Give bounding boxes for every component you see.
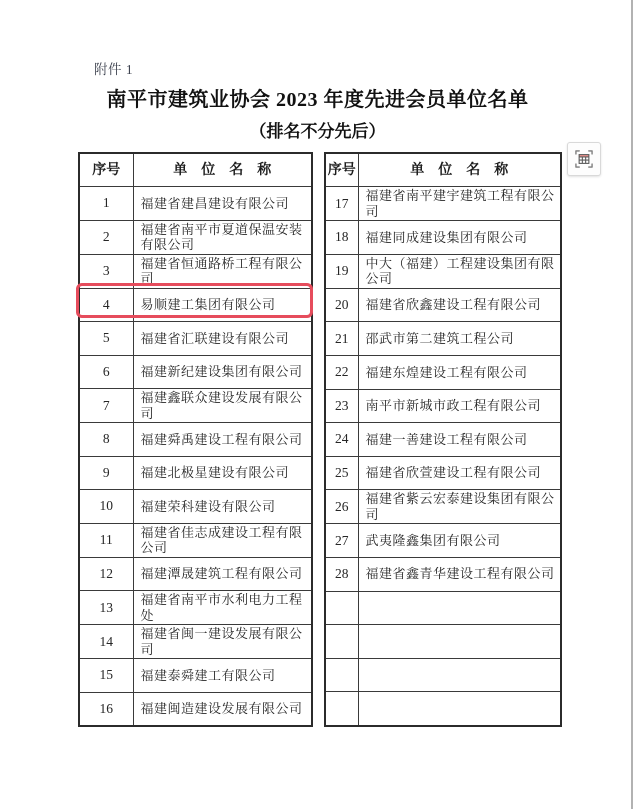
tables-container bbox=[78, 152, 562, 727]
company-name-cell: 易顺建工集团有限公司 bbox=[133, 288, 312, 322]
table-row bbox=[325, 288, 561, 322]
table-row bbox=[325, 524, 561, 558]
table-row bbox=[325, 557, 561, 591]
table-row bbox=[79, 322, 312, 356]
company-name-cell: 福建潭晟建筑工程有限公司 bbox=[133, 557, 312, 591]
row-index-cell: 20 bbox=[325, 288, 358, 322]
table-header-row bbox=[79, 153, 312, 187]
company-name-cell: 福建一善建设工程有限公司 bbox=[358, 423, 561, 457]
table-row bbox=[325, 389, 561, 423]
company-name-cell bbox=[358, 625, 561, 659]
company-name-cell: 福建同成建设集团有限公司 bbox=[358, 221, 561, 255]
company-name-cell: 福建省鑫青华建设工程有限公司 bbox=[358, 557, 561, 591]
table-row bbox=[79, 490, 312, 524]
row-index-cell: 16 bbox=[79, 692, 133, 726]
row-index-cell: 6 bbox=[79, 355, 133, 389]
row-index-cell: 11 bbox=[79, 523, 133, 557]
row-index-cell: 23 bbox=[325, 389, 358, 423]
row-index-cell: 19 bbox=[325, 254, 358, 288]
company-name-cell: 福建省闽一建设发展有限公司 bbox=[133, 625, 312, 659]
table-row-empty bbox=[325, 692, 561, 726]
row-index-cell: 8 bbox=[79, 423, 133, 457]
row-index-cell: 1 bbox=[79, 187, 133, 221]
table-row bbox=[79, 692, 312, 726]
table-row bbox=[325, 322, 561, 356]
company-name-cell: 福建省建昌建设有限公司 bbox=[133, 187, 312, 221]
table-capture-button[interactable] bbox=[567, 142, 601, 176]
row-index-cell bbox=[325, 692, 358, 726]
row-index-cell: 13 bbox=[79, 591, 133, 625]
table-row-empty bbox=[325, 625, 561, 659]
row-index-cell: 14 bbox=[79, 625, 133, 659]
row-index-cell: 21 bbox=[325, 322, 358, 356]
table-row bbox=[79, 187, 312, 221]
table-row-highlighted bbox=[79, 288, 312, 322]
table-header-row bbox=[325, 153, 561, 187]
right-edge-divider bbox=[631, 0, 633, 809]
company-name-cell bbox=[358, 692, 561, 726]
document-title: 南平市建筑业协会 2023 年度先进会员单位名单 bbox=[106, 89, 529, 111]
row-index-cell: 5 bbox=[79, 322, 133, 356]
company-name-cell: 福建省紫云宏泰建设集团有限公司 bbox=[358, 490, 561, 524]
row-index-cell: 3 bbox=[79, 254, 133, 288]
table-row bbox=[79, 625, 312, 659]
table-row bbox=[79, 456, 312, 490]
table-row bbox=[325, 423, 561, 457]
table-row bbox=[79, 423, 312, 457]
row-index-cell: 27 bbox=[325, 524, 358, 558]
column-header-index: 序号 bbox=[325, 153, 358, 187]
company-name-cell: 福建闽造建设发展有限公司 bbox=[133, 692, 312, 726]
row-index-cell bbox=[325, 625, 358, 659]
company-name-cell: 福建省欣鑫建设工程有限公司 bbox=[358, 288, 561, 322]
table-row bbox=[325, 221, 561, 255]
table-row bbox=[79, 355, 312, 389]
column-header-name: 单 位 名 称 bbox=[133, 153, 312, 187]
company-name-cell: 福建省南平市夏道保温安装有限公司 bbox=[133, 220, 312, 254]
company-name-cell bbox=[358, 658, 561, 692]
company-name-cell: 福建省汇联建设有限公司 bbox=[133, 322, 312, 356]
row-index-cell: 4 bbox=[79, 288, 133, 322]
table-row bbox=[79, 523, 312, 557]
company-name-cell: 福建泰舜建工有限公司 bbox=[133, 659, 312, 693]
row-index-cell: 9 bbox=[79, 456, 133, 490]
table-row bbox=[325, 187, 561, 221]
company-name-cell: 武夷隆鑫集团有限公司 bbox=[358, 524, 561, 558]
row-index-cell bbox=[325, 591, 358, 625]
table-row bbox=[79, 220, 312, 254]
row-index-cell: 7 bbox=[79, 389, 133, 423]
attachment-label: 附件 1 bbox=[94, 62, 134, 77]
company-name-cell: 南平市新城市政工程有限公司 bbox=[358, 389, 561, 423]
column-header-name: 单 位 名 称 bbox=[358, 153, 561, 187]
row-index-cell: 22 bbox=[325, 355, 358, 389]
row-index-cell: 24 bbox=[325, 423, 358, 457]
table-row bbox=[79, 389, 312, 423]
table-row-empty bbox=[325, 591, 561, 625]
company-name-cell: 福建荣科建设有限公司 bbox=[133, 490, 312, 524]
row-index-cell: 28 bbox=[325, 557, 358, 591]
table-row bbox=[79, 254, 312, 288]
column-header-index: 序号 bbox=[79, 153, 133, 187]
row-index-cell: 15 bbox=[79, 659, 133, 693]
table-row bbox=[79, 659, 312, 693]
row-index-cell: 26 bbox=[325, 490, 358, 524]
table-row bbox=[325, 254, 561, 288]
table-row bbox=[325, 456, 561, 490]
company-name-cell: 福建省佳志成建设工程有限公司 bbox=[133, 523, 312, 557]
row-index-cell: 25 bbox=[325, 456, 358, 490]
table-row bbox=[79, 591, 312, 625]
table-row bbox=[79, 557, 312, 591]
member-table-left bbox=[78, 152, 313, 727]
company-name-cell: 福建鑫联众建设发展有限公司 bbox=[133, 389, 312, 423]
company-name-cell: 福建东煌建设工程有限公司 bbox=[358, 355, 561, 389]
table-row-empty bbox=[325, 658, 561, 692]
document-subtitle: （排名不分先后） bbox=[249, 122, 386, 141]
company-name-cell: 福建新纪建设集团有限公司 bbox=[133, 355, 312, 389]
row-index-cell: 17 bbox=[325, 187, 358, 221]
member-table-right bbox=[324, 152, 562, 727]
company-name-cell: 邵武市第二建筑工程公司 bbox=[358, 322, 561, 356]
company-name-cell: 福建省南平市水利电力工程处 bbox=[133, 591, 312, 625]
company-name-cell: 福建省恒通路桥工程有限公司 bbox=[133, 254, 312, 288]
company-name-cell: 福建省欣萱建设工程有限公司 bbox=[358, 456, 561, 490]
company-name-cell: 福建省南平建宇建筑工程有限公司 bbox=[358, 187, 561, 221]
table-row bbox=[325, 355, 561, 389]
row-index-cell: 18 bbox=[325, 221, 358, 255]
table-capture-icon bbox=[573, 148, 595, 170]
company-name-cell: 福建舜禹建设工程有限公司 bbox=[133, 423, 312, 457]
row-index-cell: 10 bbox=[79, 490, 133, 524]
table-row bbox=[325, 490, 561, 524]
company-name-cell bbox=[358, 591, 561, 625]
company-name-cell: 福建北极星建设有限公司 bbox=[133, 456, 312, 490]
row-index-cell: 12 bbox=[79, 557, 133, 591]
row-index-cell bbox=[325, 658, 358, 692]
row-index-cell: 2 bbox=[79, 220, 133, 254]
company-name-cell: 中大（福建）工程建设集团有限公司 bbox=[358, 254, 561, 288]
